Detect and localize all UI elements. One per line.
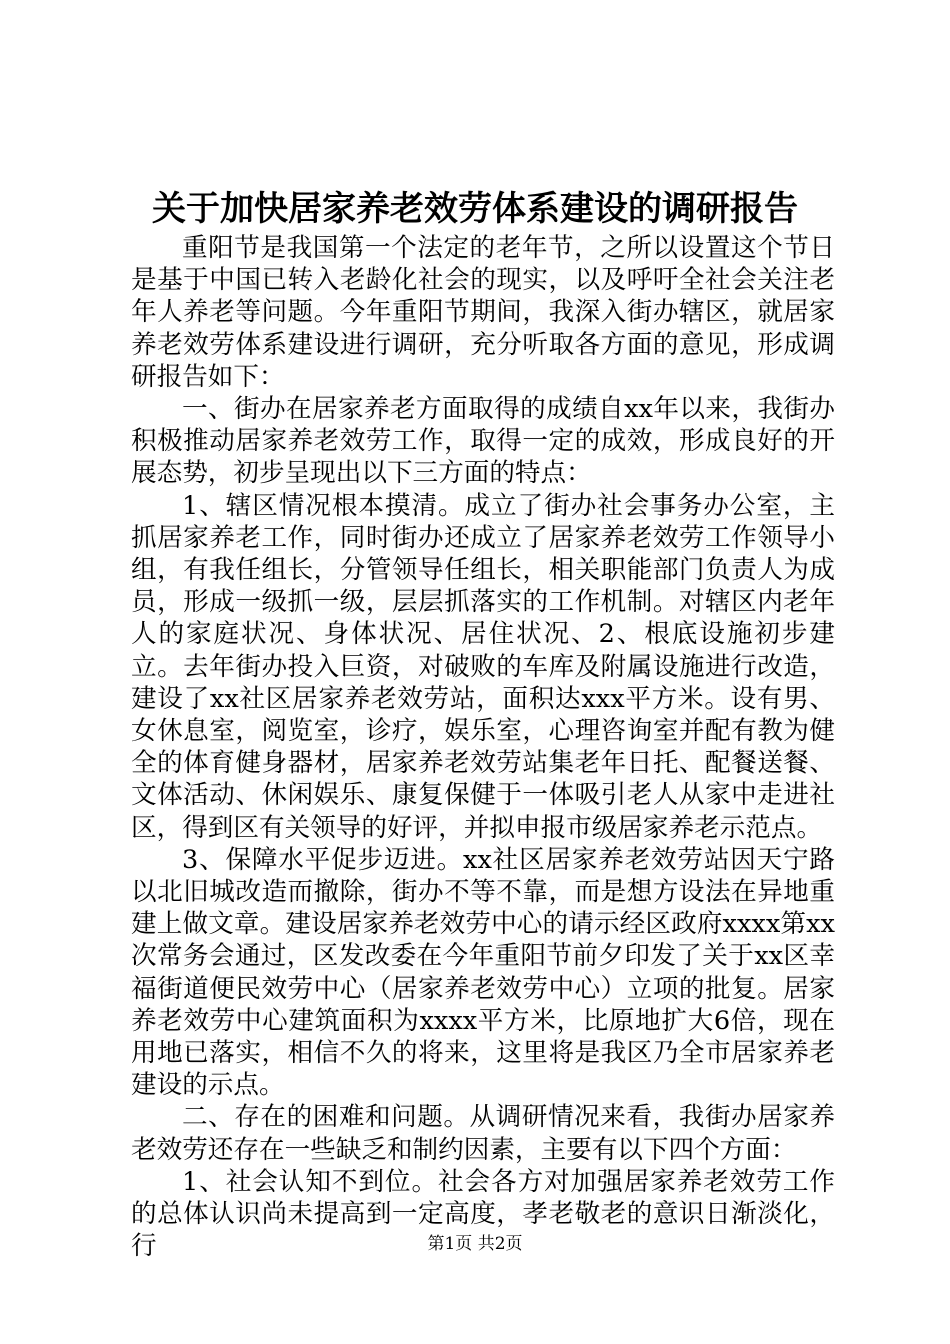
paragraph-problem-1: 1、社会认知不到位。社会各方对加强居家养老效劳工作的总体认识尚未提高到一定高度，孝老敬老的意识日渐淡化，行 — [131, 1166, 835, 1262]
document-body — [131, 232, 835, 1263]
paragraph-section-1: 一、街办在居家养老方面取得的成绩自xx年以来，我街办积极推动居家养老效劳工作，取得一定的成效，形成良好的开展态势，初步呈现出以下三方面的特点： — [131, 394, 835, 489]
paragraph-point-1: 1、辖区情况根本摸清。成立了街办社会事务办公室，主抓居家养老工作，同时街办还成立了居家养老效劳工作领导小组，有我任组长，分管领导任组长，相关职能部门负责人为成员，形成一级抓一级，层层抓落实的工作机制。对辖区内老年人的家庭状况、身体状况、居住状况、2、根底设施初步建立。去年街办投入巨资，对破败的车库及附属设施进行改造，建设了xx社区居家养老效劳站，面积达xxx平方米。设有男、女休息室，阅览室，诊疗，娱乐室，心理咨询室并配有教为健全的体育健身器材，居家养老效劳站集老年日托、配餐送餐、文体活动、休闲娱乐、康复保健于一体吸引老人从家中走进社区，得到区有关领导的好评，并拟申报市级居家养老示范点。 — [131, 490, 835, 843]
paragraph-point-3: 3、保障水平促步迈进。xx社区居家养老效劳站因天宁路以北旧城改造而撤除，街办不等不靠，而是想方设法在异地重建上做文章。建设居家养老效劳中心的请示经区政府xxxx第xx次常务会通过，区发改委在今年重阳节前夕印发了关于xx区幸福街道便民效劳中心（居家养老效劳中心）立项的批复。居家养老效劳中心建筑面积为xxxx平方米，比原地扩大6倍，现在用地已落实，相信不久的将来，这里将是我区乃全市居家养老建设的示点。 — [131, 844, 835, 1101]
paragraph-section-2: 二、存在的困难和问题。从调研情况来看，我街办居家养老效劳还存在一些缺乏和制约因素，主要有以下四个方面： — [131, 1102, 835, 1165]
paragraph-intro: 重阳节是我国第一个法定的老年节，之所以设置这个节日是基于中国已转入老龄化社会的现实，以及呼吁全社会关注老年人养老等问题。今年重阳节期间，我深入街办辖区，就居家养老效劳体系建设进行调研，充分听取各方面的意见，形成调研报告如下： — [131, 233, 835, 392]
page-number-footer: 第1页 共2页 — [427, 1234, 523, 1254]
document-title: 关于加快居家养老效劳体系建设的调研报告 — [152, 189, 798, 229]
